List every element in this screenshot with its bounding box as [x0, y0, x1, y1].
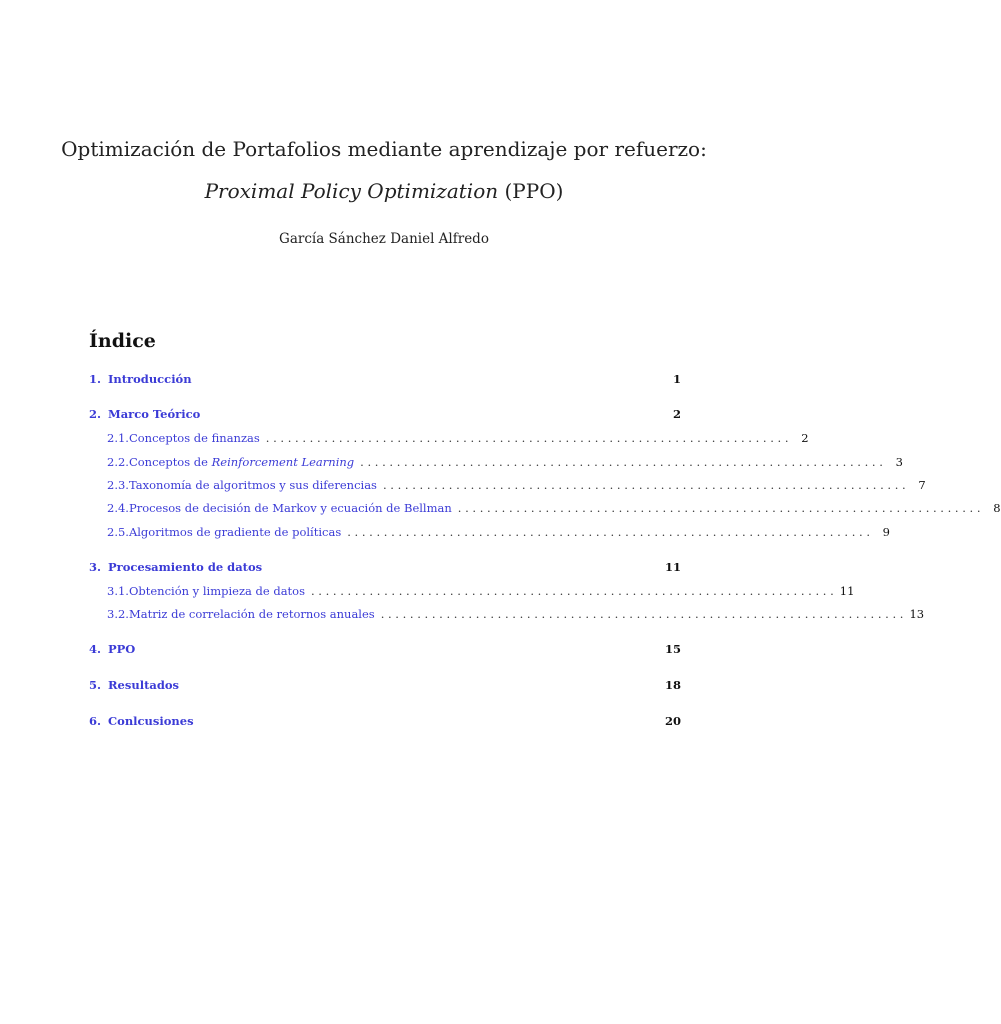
toc-entry-label-prefix: Conceptos de — [128, 455, 212, 469]
toc-dot-leader: . . . . . . . . . . . . . . . . . . . . . . . . . . . . . . . . . . . . . . . . . . . . . . . . . . . . . . . . . . . . . . . . . . . . . . . . — [347, 525, 870, 539]
toc-entry-label: Resultados — [108, 678, 180, 692]
toc-dot-leader: . . . . . . . . . . . . . . . . . . . . . . . . . . . . . . . . . . . . . . . . . . . . . . . . . . . . . . . . . . . . . . . . . . . . . . . . — [382, 478, 906, 492]
toc-entry-number: 2. — [89, 407, 102, 421]
toc-entry-page: 3 — [895, 455, 903, 469]
toc-entry-label: Procesamiento de datos — [108, 560, 263, 574]
toc-entry-number: 3.1. — [107, 584, 129, 598]
toc-dot-leader: . . . . . . . . . . . . . . . . . . . . . . . . . . . . . . . . . . . . . . . . . . . . . . . . . . . . . . . . . . . . . . . . . . . . . . . . — [360, 455, 883, 469]
toc-dot-leader: . . . . . . . . . . . . . . . . . . . . . . . . . . . . . . . . . . . . . . . . . . . . . . . . . . . . . . . . . . . . . . . . . . . . . . . . — [265, 431, 789, 445]
toc-entry-page: 13 — [909, 607, 925, 621]
toc-entry-number: 2.5. — [107, 525, 129, 539]
toc-entry-marco-teorico[interactable] — [89, 407, 681, 422]
toc-dot-leader: . . . . . . . . . . . . . . . . . . . . . . . . . . . . . . . . . . . . . . . . . . . . . . . . . . . . . . . . . . . . . . . . . . . . . . . . — [380, 607, 904, 621]
toc-dot-leader: . . . . . . . . . . . . . . . . . . . . . . . . . . . . . . . . . . . . . . . . . . . . . . . . . . . . . . . . . . . . . . . . . . . . . . . . — [457, 501, 981, 515]
toc-entry-page: 15 — [664, 642, 681, 656]
toc-entry-page: 7 — [918, 478, 926, 492]
toc-entry-label: Procesos de decisión de Markov y ecuación de Bellman — [128, 501, 452, 515]
toc-entry-page: 8 — [993, 501, 1001, 515]
toc-entry-label: Taxonomía de algoritmos y sus diferencias — [128, 478, 377, 492]
toc-dot-leader: . . . . . . . . . . . . . . . . . . . . . . . . . . . . . . . . . . . . . . . . . . . . . . . . . . . . . . . . . . . . . . . . . . . . . . . . — [311, 584, 834, 598]
toc-entry-page: 2 — [672, 407, 681, 421]
toc-entry-ppo[interactable] — [89, 642, 681, 657]
toc-entry-number: 1. — [89, 372, 102, 386]
toc-entry-number: 3. — [89, 560, 102, 574]
toc-entry-page: 11 — [839, 584, 855, 598]
toc-entry-number: 2.1. — [107, 431, 129, 445]
toc-heading: Índice — [89, 330, 156, 352]
paper-title-line2 — [0, 178, 768, 204]
toc-entry-procesamiento-datos[interactable] — [89, 560, 681, 575]
toc-entry-number: 6. — [89, 714, 102, 728]
toc-entry-label: Algoritmos de gradiente de políticas — [128, 525, 342, 539]
toc-entry-label: Conceptos de finanzas — [128, 431, 260, 445]
toc-entry-label-italic: Reinforcement Learning — [211, 455, 355, 469]
paper-title-suffix: (PPO) — [498, 179, 564, 203]
toc-entry-page: 20 — [664, 714, 681, 728]
paper-title-line1: Optimización de Portafolios mediante aprendizaje por refuerzo: — [61, 137, 707, 161]
toc-entry-gradiente-politicas[interactable] — [107, 525, 890, 540]
toc-entry-matriz-correlacion[interactable] — [107, 607, 925, 622]
toc-entry-label: Introducción — [108, 372, 192, 386]
toc-entry-label: Marco Teórico — [108, 407, 201, 421]
paper-title-italic: Proximal Policy Optimization — [204, 179, 499, 203]
toc-entry-label: Conlcusiones — [108, 714, 194, 728]
toc-entry-label: Matriz de correlación de retornos anuales — [128, 607, 375, 621]
toc-entry-markov-bellman[interactable] — [107, 501, 1001, 516]
toc-entry-conceptos-rl[interactable] — [107, 455, 903, 470]
toc-entry-introduccion[interactable] — [89, 372, 681, 387]
toc-entry-number: 2.4. — [107, 501, 129, 515]
toc-entry-page: 11 — [664, 560, 681, 574]
toc-entry-number: 4. — [89, 642, 102, 656]
toc-entry-conceptos-finanzas[interactable] — [107, 431, 809, 446]
toc-entry-resultados[interactable] — [89, 678, 681, 693]
paper-author: García Sánchez Daniel Alfredo — [279, 231, 489, 247]
toc-entry-number: 5. — [89, 678, 102, 692]
toc-entry-number: 2.3. — [107, 478, 129, 492]
toc-entry-page: 18 — [664, 678, 681, 692]
toc-entry-obtencion-limpieza[interactable] — [107, 584, 855, 599]
toc-entry-taxonomia[interactable] — [107, 478, 926, 493]
toc-entry-page: 2 — [801, 431, 809, 445]
toc-entry-label: Obtención y limpieza de datos — [128, 584, 305, 598]
toc-entry-conclusiones[interactable] — [89, 714, 681, 729]
toc-entry-number: 3.2. — [107, 607, 129, 621]
toc-entry-label — [129, 455, 354, 470]
toc-entry-label: PPO — [108, 642, 136, 656]
toc-entry-number: 2.2. — [107, 455, 129, 469]
toc-entry-page: 1 — [672, 372, 681, 386]
toc-entry-page: 9 — [882, 525, 890, 539]
